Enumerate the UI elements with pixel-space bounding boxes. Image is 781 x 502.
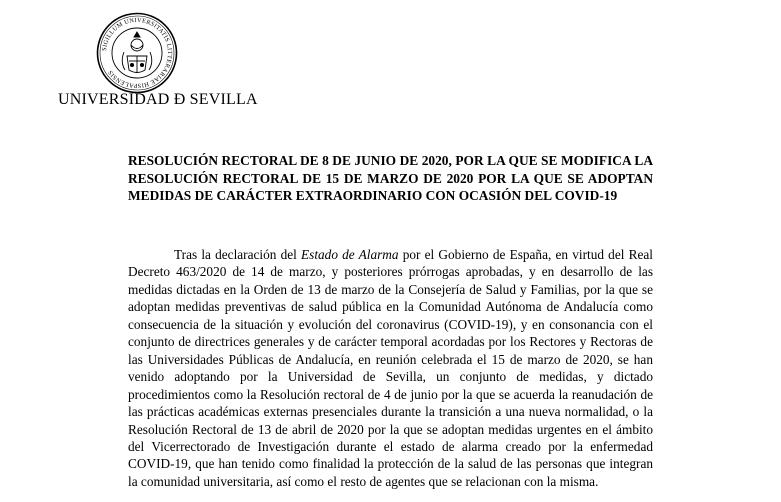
institution-name: UNIVERSIDAD Ð SEVILLA	[58, 91, 258, 108]
university-seal-logo	[96, 12, 178, 94]
paragraph-text-rest: por el Gobierno de España, en virtud del Real Decreto 463/2020 de 14 de marzo, y posteriores prórrogas aprobadas, y en desarrollo de las medidas dictadas en la Orden de 13 de marzo de la Consejería de Salud y Familias, por la que se adoptan medidas preventivas de salud pública en la Comunidad Autónoma de Andalucía como consecuencia de la situación y evolución del coronavirus (COVID-19), y en consonancia con el conjunto de directrices generales y de carácter temporal acordadas por los Rectores y Rectoras de las Universidades Públicas de Andalucía, en reunión celebrada el 15 de marzo de 2020, se han venido adoptando por la Universidad de Sevilla, un conjunto de medidas, y dictado procedimientos como la Resolución rectoral de 4 de junio por la que se acuerda la reanudación de las prácticas académicas externas presenciales durante la transición a una nueva normalidad, o la Resolución Rectoral de 13 de abril de 2020 por la que se adoptan medidas urgentes en el ámbito del Vicerrectorado de Investigación durante el estado de alarma creado por la enfermedad COVID-19, que han tenido como finalidad la protección de la salud de las personas que integran la comunidad universitaria, así como el resto de agentes que se relacionan con la misma.	[128, 247, 653, 489]
resolution-title: RESOLUCIÓN RECTORAL DE 8 DE JUNIO DE 2020, POR LA QUE SE MODIFICA LA RESOLUCIÓN RECTORAL DE 15 DE MARZO DE 2020 POR LA QUE SE ADOPTAN MEDIDAS DE CARÁCTER EXTRAORDINARIO CON OCASIÓN DEL COVID-19	[128, 153, 653, 203]
paragraph-emphasis: Estado de Alarma	[301, 247, 399, 262]
paragraph-text-start: Tras la declaración del	[174, 247, 302, 262]
document-body	[128, 246, 653, 490]
svg-text:SIGILLUM UNIVERSITATIS LITTERA: SIGILLUM UNIVERSITATIS LITTERARIAE HISPALENSIS	[101, 16, 174, 90]
body-paragraph	[128, 246, 653, 490]
